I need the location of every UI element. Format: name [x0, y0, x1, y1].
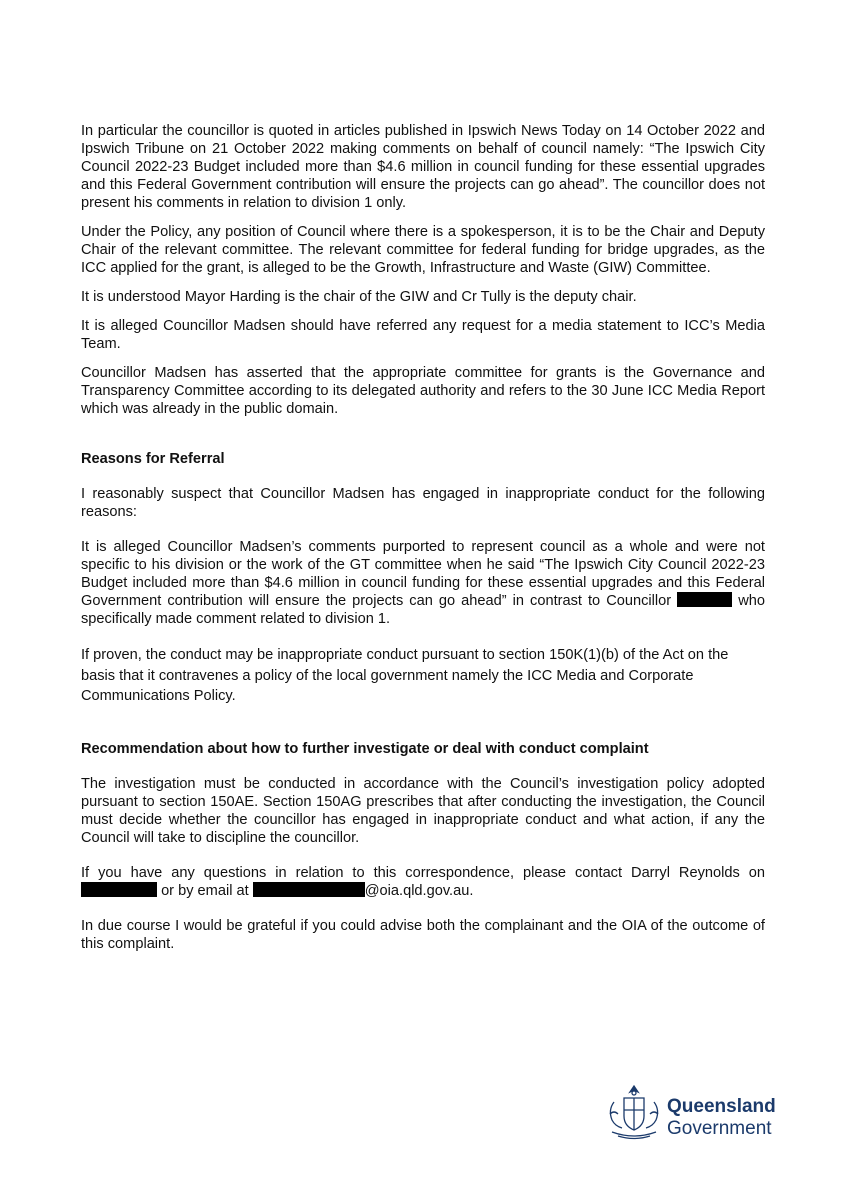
paragraph-chair: It is understood Mayor Harding is the chair of the GIW and Cr Tully is the deputy chair. — [81, 289, 637, 305]
redaction-block — [81, 882, 157, 897]
paragraph-media-team: It is alleged Councillor Madsen should have referred any request for a media statement to ICC’s Media Team. — [81, 318, 765, 352]
contact-email-prefix: or by email at — [161, 882, 249, 899]
allegation-text: It is alleged Councillor Madsen’s comments purported to represent council as a whole and were not specific to his division or the work of the GT committee when he said “The Ipswich City Council 2022-23 Budget included more than $4.6 million in council funding for these essential upgrades and this Federal Government contribution will ensure the projects can go ahead” in contrast to Councillor — [81, 539, 765, 609]
heading-reasons: Reasons for Referral — [81, 451, 225, 467]
paragraph-due-course: In due course I would be grateful if you could advise both the complainant and the OIA of the outcome of this complaint. — [81, 917, 765, 952]
paragraph-quote: In particular the councillor is quoted in articles published in Ipswich News Today on 14 October 2022 and Ipswich Tribune on 21 October 2022 making comments on behalf of council namely: “The Ipswich City Council 2022-23 Budget included more than $4.6 million in council funding for these essential upgrades and this Federal Government contribution will ensure the projects can go ahead”. The councillor does not present his comments in relation to division 1 only. — [81, 123, 765, 211]
paragraph-suspect: I reasonably suspect that Councillor Madsen has engaged in inappropriate conduct for the following reasons: — [81, 486, 765, 520]
paragraph-contact — [81, 864, 765, 900]
logo-line-government: Government — [667, 1118, 772, 1139]
redaction-block — [253, 882, 365, 897]
paragraph-policy: Under the Policy, any position of Council where there is a spokesperson, it is to be the Chair and Deputy Chair of the relevant committee. The relevant committee for federal funding for bridge upgrades, as the ICC applied for the grant, is alleged to be the Growth, Infrastructure and Waste (GIW) Committee. — [81, 224, 765, 276]
allegation-text-end: who specifically made comment related to division 1. — [81, 593, 765, 627]
contact-text: If you have any questions in relation to this correspondence, please contact Darryl Reynolds on — [81, 864, 765, 881]
paragraph-assertion: Councillor Madsen has asserted that the appropriate committee for grants is the Governance and Transparency Committee according to its delegated authority and refers to the 30 June ICC Media Report which was already in the public domain. — [81, 365, 765, 417]
paragraph-allegation — [81, 538, 765, 628]
paragraph-if-proven: If proven, the conduct may be inappropriate conduct pursuant to section 150K(1)(b) of the Act on the basis that it contravenes a policy of the local government namely the ICC Media and Corporate Communications Policy. — [81, 647, 729, 704]
heading-recommendation: Recommendation about how to further investigate or deal with conduct complaint — [81, 740, 649, 757]
document-body — [81, 122, 765, 953]
paragraph-investigation: The investigation must be conducted in accordance with the Council’s investigation policy adopted pursuant to section 150AE. Section 150AG prescribes that after conducting the investigation, the Council must decide whether the councillor has engaged in inappropriate conduct and what action, if any the Council will take to discipline the councillor. — [81, 775, 765, 846]
redaction-block — [677, 592, 732, 607]
logo-line-queensland: Queensland — [667, 1096, 776, 1117]
queensland-coat-of-arms-icon — [604, 1084, 664, 1142]
queensland-government-logo — [604, 1084, 784, 1144]
contact-email-domain: @oia.qld.gov.au. — [364, 882, 474, 899]
